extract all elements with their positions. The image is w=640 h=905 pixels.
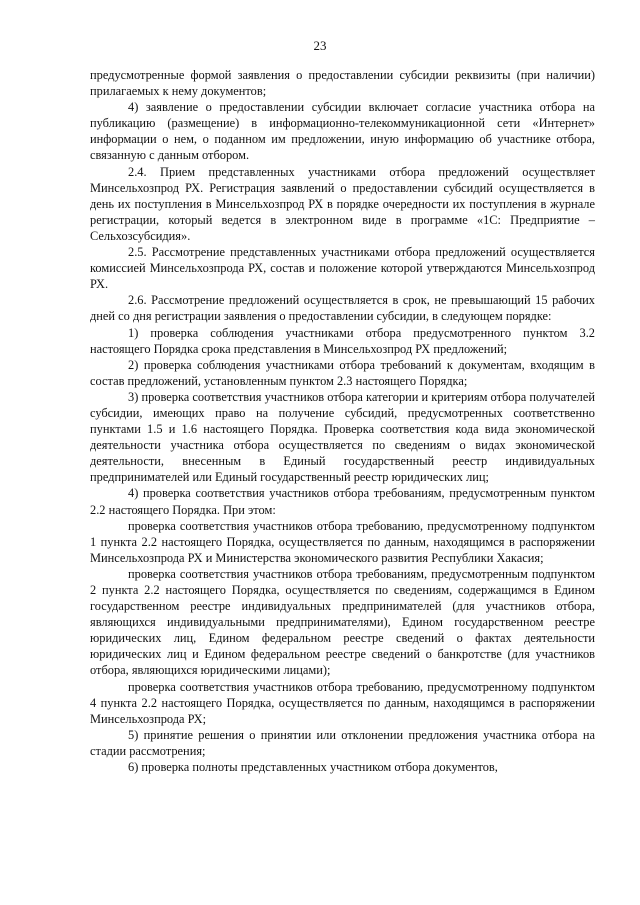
paragraph-2-6: 2.6. Рассмотрение предложений осуществляется в срок, не превышающий 15 рабочих дней со дня регистрации заявления о предоставлении субсидии, в следующем порядке: [90, 293, 595, 324]
paragraph-item-4-consent: 4) заявление о предоставлении субсидии включает согласие участника отбора на публикацию (размещение) в информационно-телекоммуникационной сети «Интернет» информации о нем, о поданном им предложении, иную информацию об участнике отбора, связанную с данным отбором. [90, 100, 595, 163]
document-body [90, 67, 595, 775]
paragraph-check-subpoint-4: проверка соответствия участников отбора требованию, предусмотренному подпунктом 4 пункта 2.2 настоящего Порядка, осуществляется по данным, находящимся в распоряжении Минсельхозпрода РХ; [90, 679, 595, 726]
paragraph-2-6-item-4: 4) проверка соответствия участников отбора требованиям, предусмотренным пунктом 2.2 настоящего Порядка. При этом: [90, 486, 595, 517]
paragraph-2-6-item-2: 2) проверка соблюдения участниками отбора требований к документам, входящим в состав предложений, установленным пунктом 2.3 настоящего Порядка; [90, 357, 595, 388]
paragraph-2-6-item-3: 3) проверка соответствия участников отбора категории и критериям отбора получателей субсидии, имеющих право на получение субсидий, предусмотренных соответственно пунктами 1.5 и 1.6 настоящего Порядка. Проверка соответствия кода вида экономической деятельности участника отбора осуществляется по сведениям о видах экономической деятельности, внесенным в Единый государственный реестр индивидуальных предпринимателей или Единый государственный реестр юридических лиц; [90, 389, 595, 485]
paragraph-check-subpoint-2: проверка соответствия участников отбора требованиям, предусмотренным подпунктом 2 пункта 2.2 настоящего Порядка, осуществляется по сведениям, содержащимся в Едином государственном реестре индивидуальных предпринимателей (для участников отбора, являющихся индивидуальными предпринимателями), Едином государственном реестре юридических лиц, Едином федеральном реестре сведений о фактах деятельности юридических лиц и Едином федеральном реестре сведений о банкротстве (для участников отбора, являющихся юридическими лицами); [90, 566, 595, 678]
paragraph-2-4: 2.4. Прием представленных участниками отбора предложений осуществляет Минсельхозпрод РХ. Регистрация заявлений о предоставлении субсидий осуществляется в день их поступления в Минсельхозпрод РХ в порядке очередности их поступления в журнале регистрации, который ведется в электронном виде в программе «1С: Предприятие – Сельхозсубсидия». [90, 164, 595, 243]
paragraph-2-5: 2.5. Рассмотрение представленных участниками отбора предложений осуществляется комиссией Минсельхозпрода РХ, состав и положение которой утверждаются Минсельхозпрод РХ. [90, 245, 595, 292]
paragraph-continuation: предусмотренные формой заявления о предоставлении субсидии реквизиты (при наличии) прилагаемых к нему документов; [90, 68, 595, 99]
paragraph-2-6-item-6: 6) проверка полноты представленных участником отбора документов, [128, 760, 498, 775]
paragraph-check-subpoint-1: проверка соответствия участников отбора требованию, предусмотренному подпунктом 1 пункта 2.2 настоящего Порядка, осуществляется по данным, находящимся в распоряжении Минсельхозпрода РХ и Министерства экономического развития Республики Хакасия; [90, 518, 595, 565]
paragraph-2-6-item-5: 5) принятие решения о принятии или отклонении предложения участника отбора на стадии рассмотрения; [90, 727, 595, 758]
paragraph-2-6-item-1: 1) проверка соблюдения участниками отбора предусмотренного пунктом 3.2 настоящего Порядка срока представления в Минсельхозпрод РХ предложений; [90, 325, 595, 356]
page-number: 23 [313, 38, 327, 53]
